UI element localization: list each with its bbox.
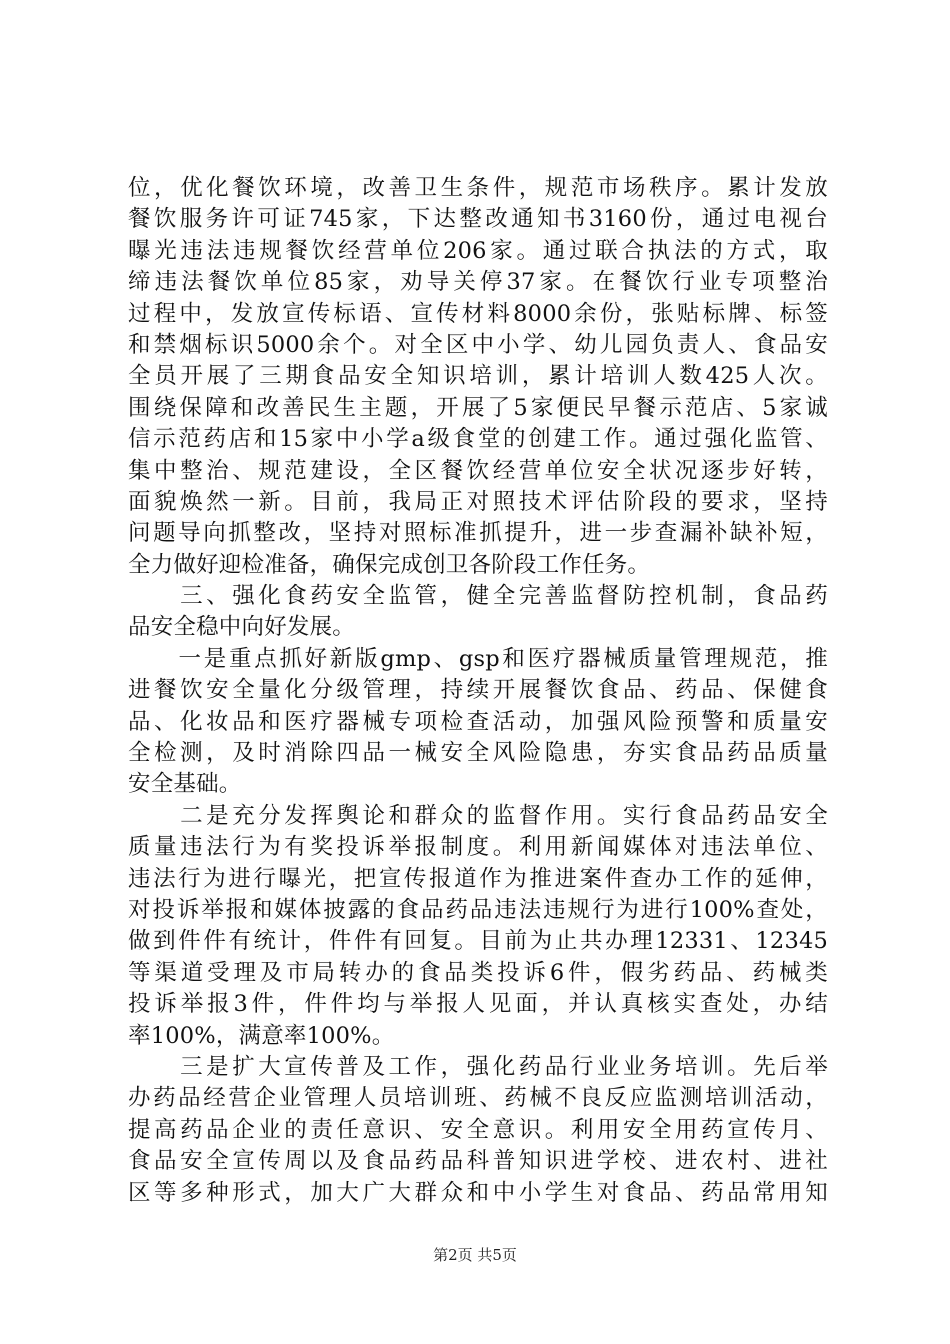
text-line: 进餐饮安全量化分级管理，持续开展餐饮食品、药品、保健食	[128, 677, 828, 704]
text-line: 安全基础。	[128, 771, 242, 798]
text-line: 三、强化食药安全监管，健全完善监督防控机制，食品药	[128, 583, 828, 610]
text-line: 二是充分发挥舆论和群众的监督作用。实行食品药品安全	[128, 802, 828, 829]
text-line: 一是重点抓好新版gmp、gsp和医疗器械质量管理规范，推	[128, 645, 828, 672]
text-line: 食品安全宣传周以及食品药品科普知识进学校、进农村、进社	[128, 1148, 828, 1175]
text-line: 缔违法餐饮单位85家，劝导关停37家。在餐饮行业专项整治	[128, 269, 828, 296]
page-number-footer: 第2页 共5页	[433, 1246, 517, 1264]
text-line: 问题导向抓整改，坚持对照标准抓提升，进一步查漏补缺补短，	[128, 520, 828, 547]
text-line: 围绕保障和改善民生主题，开展了5家便民早餐示范店、5家诚	[128, 394, 828, 421]
text-line: 和禁烟标识5000余个。对全区中小学、幼儿园负责人、食品安	[128, 331, 828, 358]
text-line: 质量违法行为有奖投诉举报制度。利用新闻媒体对违法单位、	[128, 834, 828, 861]
text-line: 提高药品企业的责任意识、安全意识。利用安全用药宣传月、	[128, 1116, 828, 1143]
text-line: 全力做好迎检准备，确保完成创卫各阶段工作任务。	[128, 551, 651, 578]
text-line: 做到件件有统计，件件有回复。目前为止共办理12331、12345	[128, 928, 828, 955]
text-line: 位，优化餐饮环境，改善卫生条件，规范市场秩序。累计发放	[128, 175, 828, 201]
text-line: 投诉举报3件，件件均与举报人见面，并认真核实查处，办结	[128, 991, 828, 1018]
text-line: 品安全稳中向好发展。	[128, 614, 356, 641]
text-line: 过程中，发放宣传标语、宣传材料8000余份，张贴标牌、标签	[128, 300, 828, 327]
text-line: 区等多种形式，加大广大群众和中小学生对食品、药品常用知	[128, 1179, 828, 1206]
text-line: 品、化妆品和医疗器械专项检查活动，加强风险预警和质量安	[128, 708, 828, 735]
text-line: 办药品经营企业管理人员培训班、药械不良反应监测培训活动，	[128, 1085, 828, 1112]
text-line: 三是扩大宣传普及工作，强化药品行业业务培训。先后举	[128, 1053, 828, 1080]
text-line: 等渠道受理及市局转办的食品类投诉6件，假劣药品、药械类	[128, 959, 828, 986]
text-line: 违法行为进行曝光，把宣传报道作为推进案件查办工作的延伸，	[128, 865, 828, 892]
document-body	[128, 173, 828, 1209]
text-line: 率100%，满意率100%。	[128, 1022, 395, 1049]
text-line: 集中整治、规范建设，全区餐饮经营单位安全状况逐步好转，	[128, 457, 828, 484]
text-line: 全检测，及时消除四品一械安全风险隐患，夯实食品药品质量	[128, 740, 828, 767]
text-line: 面貌焕然一新。目前，我局正对照技术评估阶段的要求，坚持	[128, 488, 828, 515]
text-line: 对投诉举报和媒体披露的食品药品违法违规行为进行100%查处，	[128, 896, 828, 923]
text-line: 餐饮服务许可证745家，下达整改通知书3160份，通过电视台	[128, 206, 828, 233]
text-line: 全员开展了三期食品安全知识培训，累计培训人数425人次。	[128, 363, 828, 390]
text-line: 曝光违法违规餐饮经营单位206家。通过联合执法的方式，取	[128, 237, 828, 264]
text-line: 信示范药店和15家中小学a级食堂的创建工作。通过强化监管、	[128, 426, 828, 453]
